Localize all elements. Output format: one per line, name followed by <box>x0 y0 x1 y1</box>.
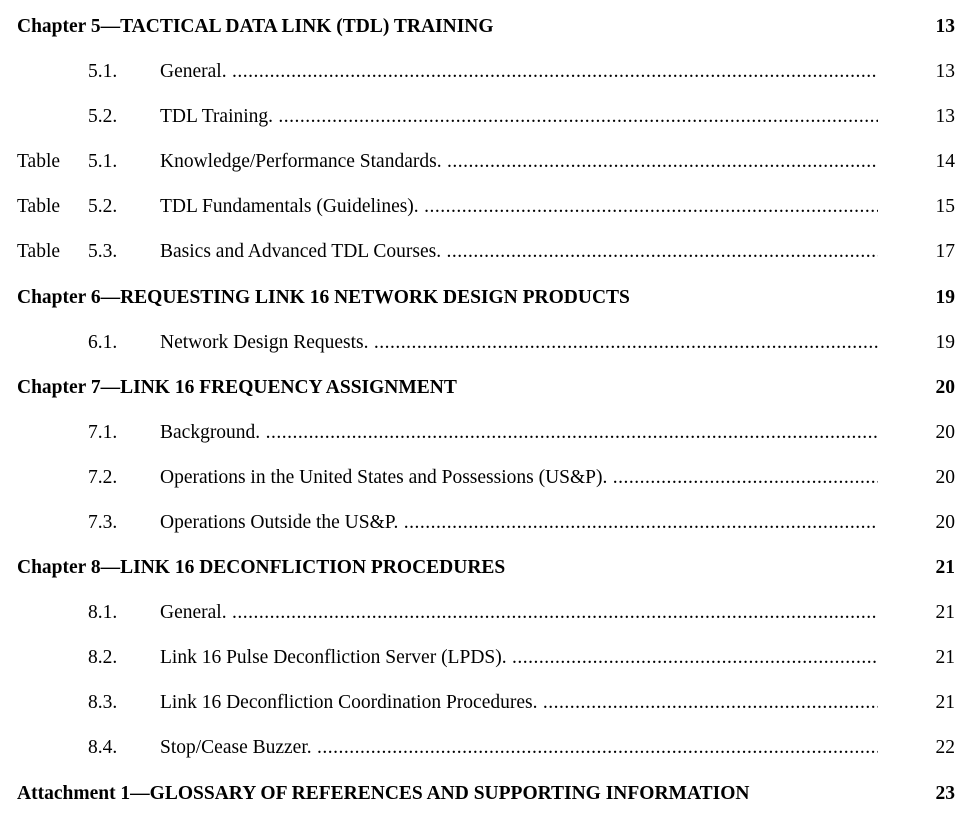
table-number: 5.2. <box>88 196 118 217</box>
page-number: 20 <box>935 422 955 443</box>
toc-section-row[interactable] <box>0 463 969 493</box>
table-title: Basics and Advanced TDL Courses. ..... <box>160 241 878 262</box>
section-title: TDL Training. ..... <box>160 106 878 127</box>
table-title: Knowledge/Performance Standards. ..... <box>160 151 878 172</box>
toc-section-row[interactable] <box>0 57 969 87</box>
page-number: 20 <box>935 512 955 533</box>
entry-prefix: Table <box>17 196 61 217</box>
toc-section-row[interactable] <box>0 643 969 673</box>
section-title: General. ..... <box>160 602 878 623</box>
page-number: 21 <box>935 647 955 668</box>
toc-chapter-row[interactable] <box>0 373 969 403</box>
table-number: 5.3. <box>88 241 118 262</box>
section-title: Operations in the United States and Possessions (US&P). ..... <box>160 467 878 488</box>
section-number: 5.2. <box>88 106 118 127</box>
section-number: 6.1. <box>88 332 118 353</box>
toc-section-row[interactable] <box>0 508 969 538</box>
toc-chapter-row[interactable] <box>0 12 969 42</box>
page-number: 13 <box>935 61 955 82</box>
toc-chapter-row[interactable] <box>0 553 969 583</box>
toc-table-row[interactable] <box>0 147 969 177</box>
page-number: 17 <box>935 241 955 262</box>
page-number: 13 <box>935 16 955 37</box>
page-number: 19 <box>935 287 955 308</box>
section-title: Link 16 Deconfliction Coordination Procedures. ..... <box>160 692 878 713</box>
section-number: 7.2. <box>88 467 118 488</box>
section-title: Background. ..... <box>160 422 878 443</box>
section-title: General. ..... <box>160 61 878 82</box>
entry-prefix: Table <box>17 151 61 172</box>
section-title: Network Design Requests. ..... <box>160 332 878 353</box>
table-title: TDL Fundamentals (Guidelines). ..... <box>160 196 878 217</box>
chapter-heading: Chapter 8—LINK 16 DECONFLICTION PROCEDURES <box>17 557 506 578</box>
section-number: 8.1. <box>88 602 118 623</box>
toc-section-row[interactable] <box>0 102 969 132</box>
page-number: 20 <box>935 377 955 398</box>
toc-chapter-row[interactable] <box>0 283 969 313</box>
entry-prefix: Table <box>17 241 61 262</box>
toc-section-row[interactable] <box>0 733 969 763</box>
toc-attachment-row[interactable] <box>0 779 969 809</box>
page-number: 21 <box>935 602 955 623</box>
section-number: 7.3. <box>88 512 118 533</box>
toc-table-row[interactable] <box>0 237 969 267</box>
chapter-heading: Chapter 5—TACTICAL DATA LINK (TDL) TRAINING <box>17 16 494 37</box>
toc-section-row[interactable] <box>0 418 969 448</box>
toc-section-row[interactable] <box>0 598 969 628</box>
page-number: 14 <box>935 151 955 172</box>
page-number: 19 <box>935 332 955 353</box>
section-number: 8.2. <box>88 647 118 668</box>
page-number: 21 <box>935 557 955 578</box>
page-number: 13 <box>935 106 955 127</box>
page-number: 22 <box>935 737 955 758</box>
toc-section-row[interactable] <box>0 688 969 718</box>
section-number: 5.1. <box>88 61 118 82</box>
toc-section-row[interactable] <box>0 328 969 358</box>
section-number: 8.3. <box>88 692 118 713</box>
section-number: 8.4. <box>88 737 118 758</box>
chapter-heading: Chapter 6—REQUESTING LINK 16 NETWORK DESIGN PRODUCTS <box>17 287 630 308</box>
table-number: 5.1. <box>88 151 118 172</box>
page-number: 21 <box>935 692 955 713</box>
chapter-heading: Chapter 7—LINK 16 FREQUENCY ASSIGNMENT <box>17 377 457 398</box>
page-number: 20 <box>935 467 955 488</box>
section-title: Link 16 Pulse Deconfliction Server (LPDS). ..... <box>160 647 878 668</box>
section-number: 7.1. <box>88 422 118 443</box>
page-number: 23 <box>935 783 955 804</box>
attachment-heading: Attachment 1—GLOSSARY OF REFERENCES AND SUPPORTING INFORMATION <box>17 783 750 804</box>
section-title: Stop/Cease Buzzer. ..... <box>160 737 878 758</box>
page-number: 15 <box>935 196 955 217</box>
toc-table-row[interactable] <box>0 192 969 222</box>
section-title: Operations Outside the US&P. ..... <box>160 512 878 533</box>
